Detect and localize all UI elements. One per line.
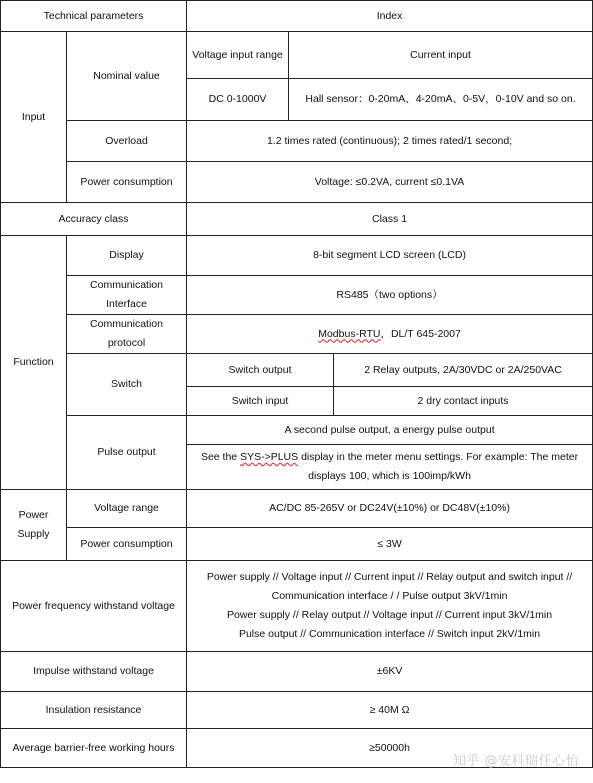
working-hours-label: Average barrier-free working hours [1,729,187,768]
header-technical-parameters: Technical parameters [1,1,187,32]
communication-protocol-label: Communication protocol [67,315,187,354]
insulation-resistance-label: Insulation resistance [1,692,187,729]
withstand-voltage-label: Power frequency withstand voltage [1,561,187,652]
accuracy-class-value: Class 1 [187,203,593,236]
impulse-withstand-value: ±6KV [187,652,593,692]
function-label: Function [1,236,67,490]
accuracy-class-label: Accuracy class [1,203,187,236]
impulse-withstand-label: Impulse withstand voltage [1,652,187,692]
voltage-input-value: DC 0-1000V [187,79,289,121]
dlt-standard-text: ，DL/T 645-2007 [380,327,461,340]
voltage-input-range-label: Voltage input range [187,32,289,79]
current-input-value: Hall sensor：0-20mA、4-20mA、0-5V，0-10V and so on. [289,79,593,121]
display-label: Display [67,236,187,276]
pulse-output-value: A second pulse output, a energy pulse output [187,416,593,445]
pulse-note-prefix: See the [200,451,241,463]
input-power-consumption-value: Voltage: ≤0.2VA, current ≤0.1VA [187,162,593,203]
supply-power-consumption-value: ≤ 3W [187,528,593,561]
communication-protocol-value [187,315,593,354]
display-value: 8-bit segment LCD screen (LCD) [187,236,593,276]
communication-interface-value: RS485（two options） [187,276,593,315]
switch-input-value: 2 dry contact inputs [334,387,593,416]
withstand-line-3: Power supply // Relay output // Voltage input // Current input 3kV/1min [226,609,553,621]
nominal-value-label: Nominal value [67,32,187,121]
pulse-output-note [187,445,593,490]
withstand-line-1: Power supply // Voltage input // Current input // Relay output and switch input // [206,571,573,583]
voltage-range-value: AC/DC 85-265V or DC24V(±10%) or DC48V(±10%) [187,490,593,528]
supply-power-consumption-label: Power consumption [67,528,187,561]
communication-interface-label: Communication Interface [67,276,187,315]
overload-value: 1.2 times rated (continuous); 2 times rated/1 second; [187,121,593,162]
switch-label: Switch [67,354,187,416]
withstand-line-2: Communication interface / / Pulse output 3kV/1min [271,590,508,602]
modbus-rtu-text: Modbus-RTU [318,327,381,340]
header-index: Index [187,1,593,32]
sys-plus-text: SYS->PLUS [240,451,299,463]
voltage-range-label: Voltage range [67,490,187,528]
switch-input-label: Switch input [187,387,334,416]
insulation-resistance-value: ≥ 40M Ω [187,692,593,729]
zhihu-watermark: 知乎 @安科瑞任心怡 [452,754,579,769]
current-input-label: Current input [289,32,593,79]
pulse-output-label: Pulse output [67,416,187,490]
input-label: Input [1,32,67,203]
switch-output-label: Switch output [187,354,334,387]
pulse-note-suffix: display in the meter menu settings. For example: The meter displays 100, which is 100imp/kWh [298,451,579,482]
withstand-voltage-value [187,561,593,652]
input-power-consumption-label: Power consumption [67,162,187,203]
power-supply-label: Power Supply [1,490,67,561]
overload-label: Overload [67,121,187,162]
switch-output-value: 2 Relay outputs, 2A/30VDC or 2A/250VAC [334,354,593,387]
working-hours-value: ≥50000h [187,729,593,768]
withstand-line-4: Pulse output // Communication interface // Switch input 2kV/1min [238,628,541,640]
